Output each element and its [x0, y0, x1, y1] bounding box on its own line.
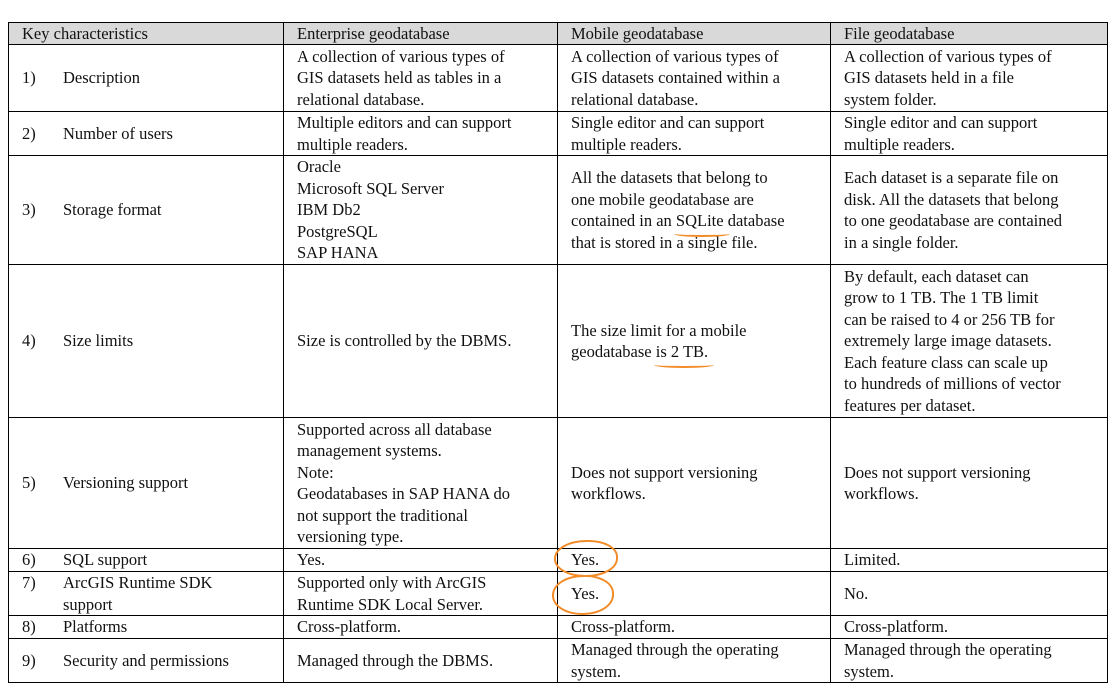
cell-text: versioning type. [297, 527, 404, 546]
cell-text: Cross-platform. [844, 617, 949, 637]
row-number: 3) [22, 200, 36, 220]
row-title: Description [63, 68, 140, 88]
mobile-cell [558, 418, 831, 549]
cell-text: No. [844, 583, 869, 603]
cell-text: multiple readers. [297, 134, 408, 154]
sqlite-highlight [676, 211, 724, 230]
size-limit-highlight [656, 342, 708, 361]
cell-text: Runtime SDK Local Server. [297, 594, 484, 614]
file-cell [831, 616, 1108, 639]
table-row [9, 418, 1108, 549]
cell-text: is 2 TB. [655, 342, 709, 361]
cell-text: A collection of various types of [571, 46, 779, 66]
cell-text: By default, each dataset can [844, 266, 1029, 286]
cell-text: Each feature class can scale up [844, 352, 1048, 372]
header-row [9, 23, 1108, 45]
cell-text: to one geodatabase are contained [844, 211, 1063, 230]
cell-text: SQLite [675, 211, 724, 230]
orange-underline-annotation [654, 362, 714, 368]
cell-text: relational database. [571, 89, 699, 109]
cell-text: IBM Db2 [297, 200, 361, 220]
row-title: SQL support [63, 550, 148, 570]
cell-text: GIS datasets contained within a [571, 68, 780, 88]
cell-text: not support the traditional [297, 505, 468, 525]
mobile-cell [558, 156, 831, 265]
cell-text: Yes. [571, 583, 600, 603]
cell-text: Geodatabases in SAP HANA do [297, 484, 510, 503]
cell-text: features per dataset. [844, 395, 976, 415]
cell-text: Does not support versioning [571, 462, 758, 482]
row-label [9, 45, 284, 112]
cell-text: Cross-platform. [571, 617, 676, 637]
row-title: Versioning support [63, 473, 189, 493]
cell-text: Single editor and can support [571, 113, 765, 132]
cell-text: A collection of various types of [297, 46, 505, 66]
row-label [9, 639, 284, 683]
cell-text: disk. All the datasets that belong [844, 189, 1059, 209]
table-row [9, 549, 1108, 572]
enterprise-cell [284, 616, 558, 639]
cell-text: workflows. [844, 484, 919, 503]
table-row [9, 572, 1108, 616]
row-label [9, 572, 284, 616]
cell-text: multiple readers. [844, 134, 955, 154]
cell-text: A collection of various types of [844, 46, 1052, 66]
enterprise-cell [284, 639, 558, 683]
cell-text: Managed through the DBMS. [297, 650, 494, 670]
cell-text: Managed through the operating [844, 640, 1052, 659]
mobile-cell [558, 265, 831, 418]
row-label [9, 265, 284, 418]
cell-text: contained in an [571, 211, 676, 230]
table-row [9, 616, 1108, 639]
cell-text: Each dataset is a separate file on [844, 168, 1059, 187]
cell-text: database [723, 211, 785, 230]
row-label [9, 549, 284, 572]
enterprise-cell [284, 45, 558, 112]
cell-text: relational database. [297, 89, 425, 109]
cell-text: PostgreSQL [297, 221, 378, 241]
cell-text: extremely large image datasets. [844, 331, 1052, 351]
row-title: Number of users [63, 123, 173, 143]
enterprise-cell [284, 418, 558, 549]
cell-text: SAP HANA [297, 243, 379, 263]
cell-text: Oracle [297, 157, 341, 177]
mobile-cell [558, 616, 831, 639]
row-number: 6) [22, 550, 36, 570]
cell-text: that is stored in a single file. [571, 232, 758, 252]
table-row [9, 639, 1108, 683]
row-title-line: ArcGIS Runtime SDK [63, 573, 213, 592]
cell-text: in a single folder. [844, 232, 959, 252]
row-title: Platforms [63, 617, 128, 637]
cell-text: Single editor and can support [844, 113, 1038, 132]
row-title: Storage format [63, 200, 162, 220]
table-row [9, 265, 1108, 418]
cell-text: management systems. [297, 441, 442, 460]
geodatabase-comparison-table [8, 22, 1108, 683]
mobile-cell [558, 639, 831, 683]
row-label [9, 112, 284, 156]
mobile-cell [558, 549, 831, 572]
cell-text: All the datasets that belong to [571, 168, 768, 187]
row-title: Size limits [63, 331, 134, 351]
row-number: 9) [22, 650, 36, 670]
table-row [9, 156, 1108, 265]
cell-text: Multiple editors and can support [297, 113, 512, 132]
row-label [9, 156, 284, 265]
cell-text: GIS datasets held as tables in a [297, 68, 502, 88]
mobile-cell [558, 572, 831, 616]
table-row [9, 45, 1108, 112]
row-number: 4) [22, 331, 36, 351]
cell-text: Note: [297, 462, 334, 482]
file-cell [831, 45, 1108, 112]
file-cell [831, 418, 1108, 549]
cell-text: system. [571, 661, 621, 681]
table-row [9, 112, 1108, 156]
cell-text: Yes. [571, 550, 600, 570]
cell-text: Microsoft SQL Server [297, 178, 444, 198]
cell-text: one mobile geodatabase are [571, 189, 754, 209]
row-title [63, 572, 212, 615]
cell-text: multiple readers. [571, 134, 682, 154]
file-cell [831, 572, 1108, 616]
row-number: 2) [22, 123, 36, 143]
cell-text: system. [844, 661, 894, 681]
enterprise-cell [284, 265, 558, 418]
file-cell [831, 265, 1108, 418]
orange-underline-annotation [674, 231, 730, 237]
header-file: File geodatabase [831, 23, 1108, 45]
row-title: Security and permissions [63, 650, 229, 670]
cell-text: system folder. [844, 89, 937, 109]
header-key-characteristics: Key characteristics [9, 23, 284, 45]
enterprise-cell [284, 156, 558, 265]
row-number: 1) [22, 68, 36, 88]
enterprise-cell [284, 572, 558, 616]
cell-text: Size is controlled by the DBMS. [297, 331, 512, 351]
cell-text: GIS datasets held in a file [844, 68, 1014, 88]
row-number: 8) [22, 617, 36, 637]
cell-text: Yes. [297, 550, 326, 570]
row-label [9, 418, 284, 549]
cell-text: can be raised to 4 or 256 TB for [844, 309, 1055, 329]
file-cell [831, 549, 1108, 572]
enterprise-cell [284, 112, 558, 156]
cell-text: geodatabase [571, 342, 656, 361]
file-cell [831, 639, 1108, 683]
cell-text: to hundreds of millions of vector [844, 374, 1061, 394]
row-number: 5) [22, 473, 36, 493]
cell-text: The size limit for a mobile [571, 320, 747, 340]
row-number: 7) [22, 573, 36, 592]
row-label [9, 616, 284, 639]
cell-text: Cross-platform. [297, 617, 402, 637]
mobile-cell [558, 45, 831, 112]
cell-text: Managed through the operating [571, 640, 779, 659]
cell-text: Supported only with ArcGIS [297, 573, 487, 592]
cell-text: Supported across all database [297, 419, 492, 439]
header-mobile: Mobile geodatabase [558, 23, 831, 45]
cell-text: Limited. [844, 550, 901, 570]
header-enterprise: Enterprise geodatabase [284, 23, 558, 45]
file-cell [831, 112, 1108, 156]
cell-text: grow to 1 TB. The 1 TB limit [844, 288, 1039, 308]
mobile-cell [558, 112, 831, 156]
cell-text: workflows. [571, 484, 646, 503]
enterprise-cell [284, 549, 558, 572]
file-cell [831, 156, 1108, 265]
cell-text: Does not support versioning [844, 462, 1031, 482]
row-title-line: support [63, 594, 113, 614]
